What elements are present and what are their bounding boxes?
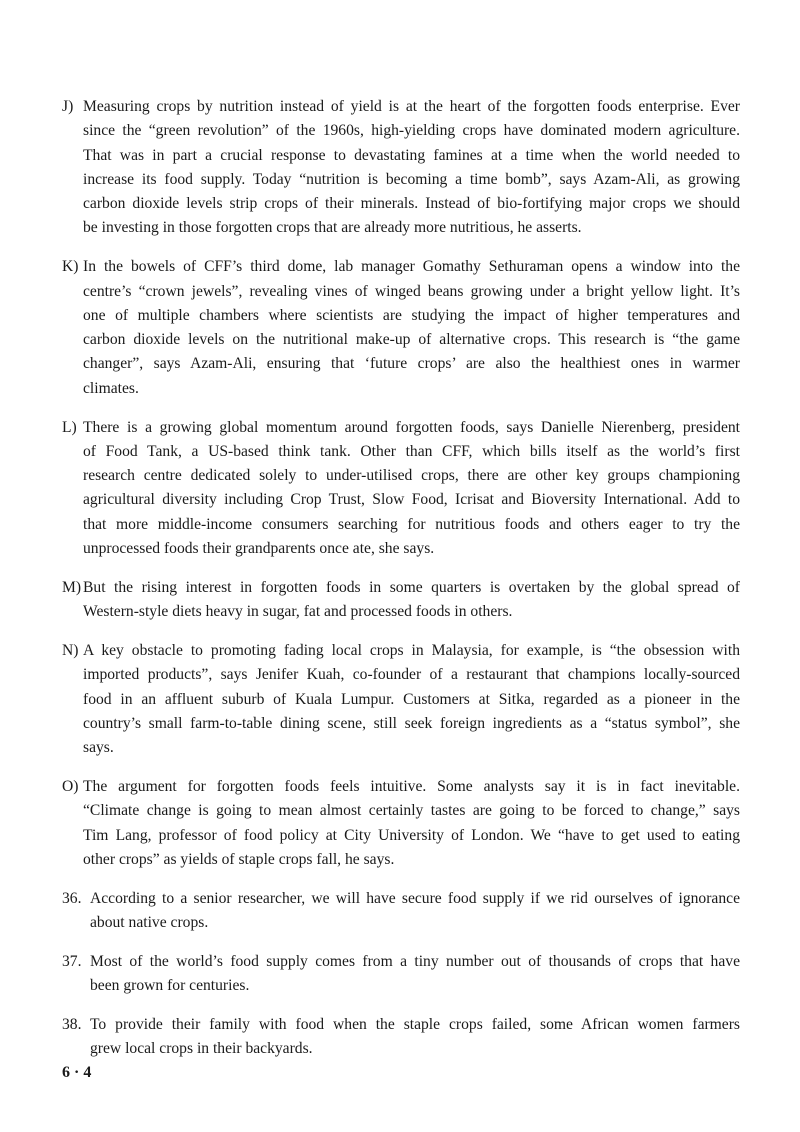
- text-line: changer”, says Azam-Ali, ensuring that ‘future crops’ are also the healthiest ones in warmer: [83, 355, 740, 373]
- passage-paragraph: [62, 639, 740, 760]
- text-line: agricultural diversity including Crop Trust, Slow Food, Icrisat and Bioversity International. Add to: [83, 491, 740, 509]
- passage-paragraph-label: N): [62, 641, 79, 659]
- text-line: says.: [83, 739, 114, 757]
- text-line: grew local crops in their backyards.: [90, 1040, 313, 1058]
- passage-paragraph-label: M): [62, 578, 82, 596]
- page-number: 6 · 4: [62, 1064, 92, 1081]
- text-line: Most of the world’s food supply comes from a tiny number out of thousands of crops that have: [90, 952, 740, 970]
- question-statement-label: 38.: [62, 1015, 82, 1033]
- text-line: Measuring crops by nutrition instead of yield is at the heart of the forgotten foods enterprise. Ever: [83, 98, 740, 115]
- text-line: According to a senior researcher, we will have secure food supply if we rid ourselves of ignorance: [90, 889, 740, 907]
- document-body: [62, 95, 740, 1076]
- text-line: imported products”, says Jenifer Kuah, co-founder of a restaurant that champions locally-sourced: [83, 666, 740, 684]
- text-line: Western-style diets heavy in sugar, fat and processed foods in others.: [83, 603, 513, 621]
- text-line: climates.: [83, 379, 139, 397]
- question-statement: [62, 950, 740, 999]
- text-line: increase its food supply. Today “nutrition is becoming a time bomb”, says Azam-Ali, as growing: [83, 170, 740, 188]
- question-statement-label: 36.: [62, 889, 82, 907]
- passage-paragraph-label: J): [62, 98, 74, 115]
- passage-paragraph: [62, 95, 740, 241]
- text-line: other crops” as yields of staple crops fall, he says.: [83, 850, 395, 868]
- text-line: since the “green revolution” of the 1960s, high-yielding crops have dominated modern agriculture.: [83, 122, 740, 140]
- text-line: “Climate change is going to mean almost certainly tastes are going to be forced to change,” says: [83, 802, 740, 820]
- passage-paragraph: [62, 576, 740, 625]
- text-line: But the rising interest in forgotten foods in some quarters is overtaken by the global spread of: [83, 578, 740, 596]
- text-line: There is a growing global momentum around forgotten foods, says Danielle Nierenberg, president: [83, 418, 740, 436]
- text-line: To provide their family with food when the staple crops failed, some African women farmers: [90, 1015, 740, 1033]
- passage-paragraph: [62, 255, 740, 401]
- text-line: In the bowels of CFF’s third dome, lab manager Gomathy Sethuraman opens a window into the: [83, 258, 740, 276]
- text-line: food in an affluent suburb of Kuala Lumpur. Customers at Sitka, regarded as a pioneer in the: [83, 690, 740, 708]
- text-line: one of multiple chambers where scientists are studying the impact of higher temperatures and: [83, 306, 740, 324]
- text-line: A key obstacle to promoting fading local crops in Malaysia, for example, is “the obsession with: [83, 641, 740, 659]
- passage-paragraph-label: K): [62, 258, 79, 276]
- passage-paragraph-label: L): [62, 418, 77, 436]
- text-line: Tim Lang, professor of food policy at City University of London. We “have to get used to eating: [83, 826, 740, 844]
- question-statement-label: 37.: [62, 952, 82, 970]
- text-line: centre’s “crown jewels”, revealing vines of winged beans growing under a bright yellow light. It’s: [83, 282, 740, 300]
- text-line: carbon dioxide levels strip crops of their minerals. Instead of bio-fortifying major crops we should: [83, 195, 740, 213]
- text-line: unprocessed foods their grandparents once ate, she says.: [83, 540, 435, 558]
- question-statement: [62, 1013, 740, 1062]
- text-line: The argument for forgotten foods feels intuitive. Some analysts say it is in fact inevitable.: [83, 777, 740, 795]
- passage-paragraph: [62, 775, 740, 872]
- text-line: That was in part a crucial response to devastating famines at a time when the world needed to: [83, 146, 740, 164]
- text-line: about native crops.: [90, 913, 209, 931]
- text-line: been grown for centuries.: [90, 977, 250, 994]
- text-line: of Food Tank, a US-based think tank. Other than CFF, which bills itself as the world’s first: [83, 442, 740, 460]
- text-line: carbon dioxide levels on the nutritional make-up of alternative crops. This research is “the game: [83, 331, 740, 349]
- text-line: research centre dedicated solely to under-utilised crops, there are other key groups championing: [83, 467, 740, 485]
- question-statement: [62, 887, 740, 936]
- text-line: that more middle-income consumers searching for nutritious foods and others eager to try the: [83, 515, 740, 533]
- text-line: country’s small farm-to-table dining scene, still seek foreign ingredients as a “status symbol”, she: [83, 714, 740, 732]
- passage-paragraph: [62, 416, 740, 562]
- text-line: be investing in those forgotten crops that are already more nutritious, he asserts.: [83, 219, 582, 237]
- passage-paragraph-label: O): [62, 777, 79, 795]
